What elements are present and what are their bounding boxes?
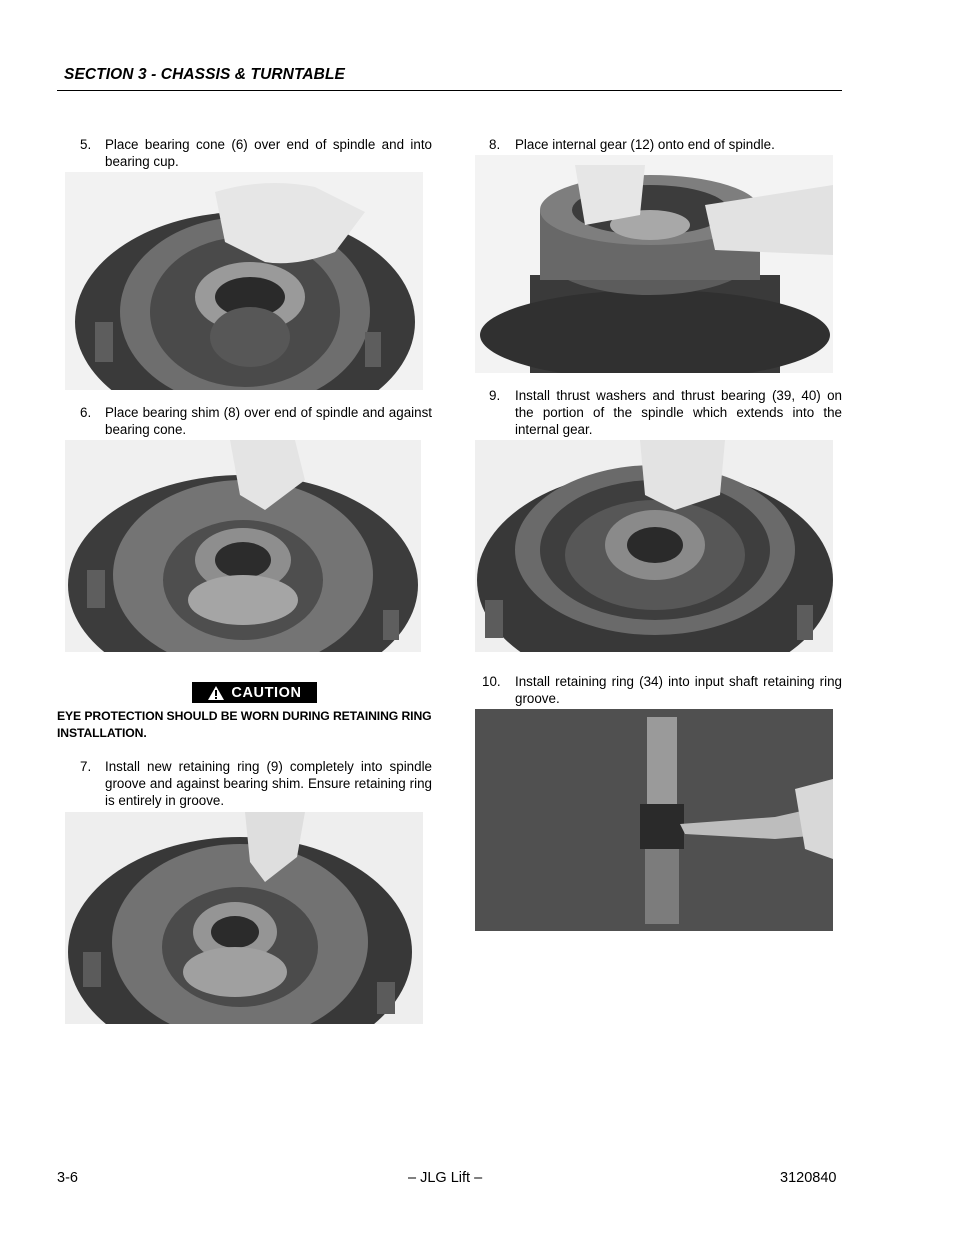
section-title: SECTION 3 - CHASSIS & TURNTABLE bbox=[64, 66, 345, 83]
step-9 bbox=[489, 387, 842, 438]
caution-badge bbox=[192, 682, 317, 703]
photo-bearing-cone bbox=[65, 172, 423, 390]
step-text: Install thrust washers and thrust bearing (39, 40) on the portion of the spindle which extends into the internal gear. bbox=[515, 388, 842, 437]
step-10 bbox=[482, 673, 842, 707]
step-number: 7. bbox=[80, 759, 92, 774]
step-8 bbox=[489, 136, 842, 153]
photo-bearing-shim bbox=[65, 440, 421, 652]
page-header bbox=[57, 64, 842, 91]
step-number: 8. bbox=[489, 137, 501, 152]
footer-center: – JLG Lift – bbox=[408, 1170, 483, 1186]
photo-thrust-washers bbox=[475, 440, 833, 652]
photo-retaining-ring-spindle bbox=[65, 812, 423, 1024]
step-number: 9. bbox=[489, 388, 501, 403]
photo-input-shaft-ring bbox=[475, 709, 833, 931]
step-number: 6. bbox=[80, 405, 92, 420]
step-text: Place bearing shim (8) over end of spindle and against bearing cone. bbox=[105, 405, 432, 437]
step-text: Place internal gear (12) onto end of spindle. bbox=[515, 137, 775, 152]
step-7 bbox=[80, 758, 432, 809]
step-number: 10. bbox=[482, 674, 501, 689]
page-number: 3-6 bbox=[57, 1170, 78, 1186]
document-number: 3120840 bbox=[780, 1170, 837, 1186]
caution-label: CAUTION bbox=[231, 684, 302, 701]
step-text: Install new retaining ring (9) completely into spindle groove and against bearing shim. Ensure retaining ring is entirely in groove. bbox=[105, 759, 432, 808]
warning-triangle-icon bbox=[207, 685, 225, 701]
photo-internal-gear bbox=[475, 155, 833, 373]
step-number: 5. bbox=[80, 137, 92, 152]
step-text: Place bearing cone (6) over end of spindle and into bearing cup. bbox=[105, 137, 432, 169]
caution-text: EYE PROTECTION SHOULD BE WORN DURING RETAINING RING INSTALLATION. bbox=[57, 709, 432, 740]
step-5 bbox=[80, 136, 432, 170]
step-6 bbox=[80, 404, 432, 438]
step-text: Install retaining ring (34) into input shaft retaining ring groove. bbox=[515, 674, 842, 706]
